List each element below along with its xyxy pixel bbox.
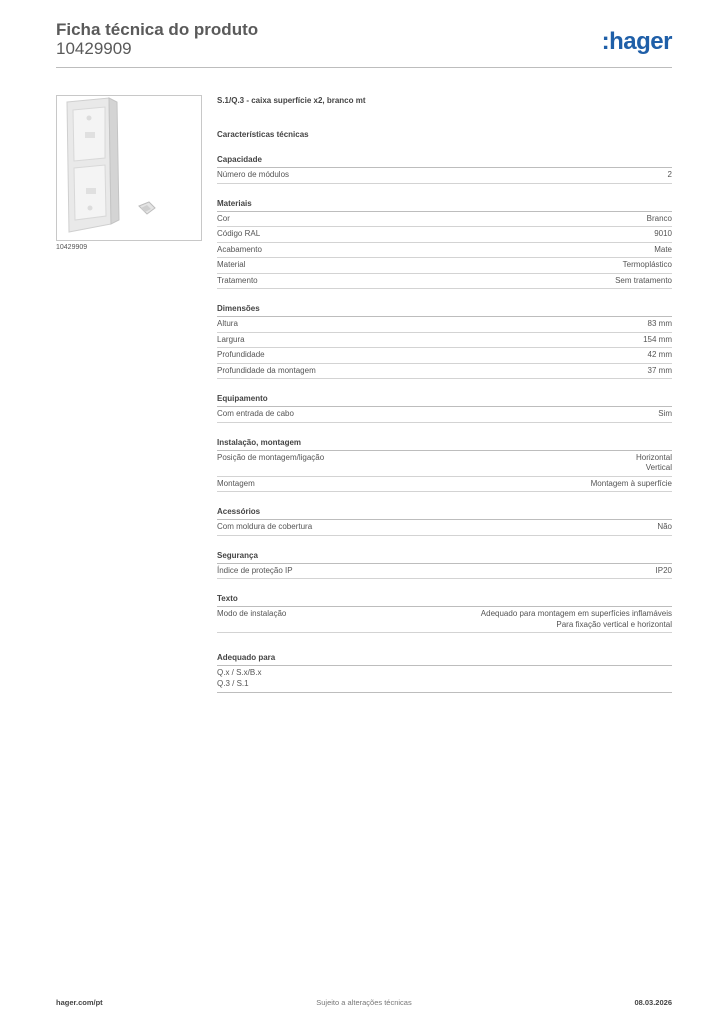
spec-value-line: 2 [667, 170, 672, 179]
spec-value [636, 453, 672, 474]
spec-label: Posição de montagem/ligação [217, 452, 325, 462]
spec-value-line: Vertical [645, 463, 672, 472]
spec-row [217, 243, 672, 259]
spec-value-line: Não [657, 522, 672, 531]
spec-value [647, 214, 672, 225]
spec-label: Profundidade da montagem [217, 365, 316, 375]
spec-sections [217, 154, 672, 633]
spec-label: Cor [217, 213, 230, 223]
spec-label: Com entrada de cabo [217, 409, 294, 418]
spec-value [657, 522, 672, 533]
suited-for-title: Adequado para [217, 652, 672, 666]
spec-content [217, 96, 672, 693]
spec-value-line: Branco [646, 213, 672, 223]
spec-value-line: Termoplástico [622, 260, 672, 269]
suited-for-item: Q.x / S.x/B.x [217, 668, 262, 677]
suited-for-items [217, 666, 672, 693]
spec-section [217, 393, 672, 423]
spec-label: Índice de proteção IP [217, 565, 293, 575]
spec-value-line: Montagem à superfície [590, 478, 672, 488]
section-title: Texto [217, 593, 672, 607]
suited-for-section [217, 652, 672, 693]
spec-row [217, 451, 672, 477]
footer-date: 08.03.2026 [634, 998, 672, 1007]
spec-section [217, 154, 672, 184]
spec-value [654, 245, 672, 256]
page-title: Ficha técnica do produto [56, 20, 259, 39]
spec-section [217, 198, 672, 290]
section-title: Materiais [217, 198, 672, 212]
spec-value-line: Para fixação vertical e horizontal [556, 619, 672, 629]
hager-logo: :hager [601, 28, 672, 55]
spec-value-line: Sim [658, 409, 672, 418]
spec-section [217, 506, 672, 536]
suited-for-item: Q.3 / S.1 [217, 678, 249, 688]
section-title: Acessórios [217, 506, 672, 520]
spec-row [217, 477, 672, 493]
spec-value-line: 37 mm [647, 365, 672, 375]
section-title: Capacidade [217, 154, 672, 168]
spec-label: Largura [217, 334, 245, 344]
spec-row [217, 333, 672, 349]
spec-value [591, 479, 672, 490]
spec-value-line: Mate [654, 244, 672, 254]
section-title: Segurança [217, 550, 672, 564]
spec-row [217, 407, 672, 423]
spec-label: Tratamento [217, 275, 258, 285]
spec-row [217, 348, 672, 364]
spec-value [656, 566, 672, 577]
section-title: Equipamento [217, 393, 672, 407]
product-number: 10429909 [56, 39, 132, 58]
spec-label: Acabamento [217, 244, 262, 254]
spec-value-line: 42 mm [647, 350, 672, 359]
spec-section [217, 437, 672, 493]
spec-row [217, 607, 672, 633]
spec-label: Profundidade [217, 350, 265, 359]
spec-value [615, 276, 672, 287]
spec-value [668, 170, 672, 181]
technical-characteristics-heading: Características técnicas [217, 130, 309, 139]
section-title: Dimensões [217, 303, 672, 317]
spec-value-line: Sem tratamento [615, 275, 672, 285]
spec-row [217, 168, 672, 184]
spec-section [217, 593, 672, 633]
footer-notice: Sujeito a alterações técnicas [316, 998, 412, 1007]
spec-value [658, 409, 672, 420]
logo-text: hager [609, 28, 672, 55]
section-title: Instalação, montagem [217, 437, 672, 451]
spec-label: Código RAL [217, 229, 261, 238]
spec-row [217, 564, 672, 580]
spec-value [648, 319, 672, 330]
image-caption: 10429909 [56, 244, 88, 251]
spec-label: Altura [217, 319, 238, 328]
spec-value [643, 335, 672, 346]
spec-row [217, 258, 672, 274]
product-image [56, 95, 202, 241]
spec-value-line: Horizontal [635, 452, 672, 462]
spec-row [217, 274, 672, 290]
product-name: S.1/Q.3 - caixa superfície x2, branco mt [217, 96, 366, 105]
spec-row [217, 317, 672, 333]
spec-row [217, 227, 672, 243]
spec-label: Modo de instalação [217, 609, 287, 618]
spec-value [623, 260, 672, 271]
spec-row [217, 520, 672, 536]
spec-row [217, 364, 672, 380]
spec-label: Com moldura de cobertura [217, 522, 313, 531]
spec-label: Material [217, 260, 246, 269]
spec-section [217, 550, 672, 580]
spec-value [654, 229, 672, 240]
spec-value-line: IP20 [655, 565, 672, 575]
spec-label: Número de módulos [217, 170, 290, 179]
spec-value-line: Adequado para montagem em superfícies inflamáveis [480, 609, 672, 618]
page-header [56, 20, 672, 68]
header-divider [56, 67, 672, 68]
spec-value-line: 9010 [654, 229, 672, 238]
spec-value [648, 350, 672, 361]
spec-section [217, 303, 672, 379]
page-footer [56, 998, 672, 1010]
spec-value [648, 366, 672, 377]
spec-value [481, 609, 672, 630]
product-box-illustration [57, 96, 201, 240]
spec-row [217, 212, 672, 228]
spec-value-line: 154 mm [643, 334, 672, 344]
spec-label: Montagem [217, 478, 255, 488]
footer-website: hager.com/pt [56, 998, 103, 1007]
spec-value-line: 83 mm [647, 319, 672, 328]
